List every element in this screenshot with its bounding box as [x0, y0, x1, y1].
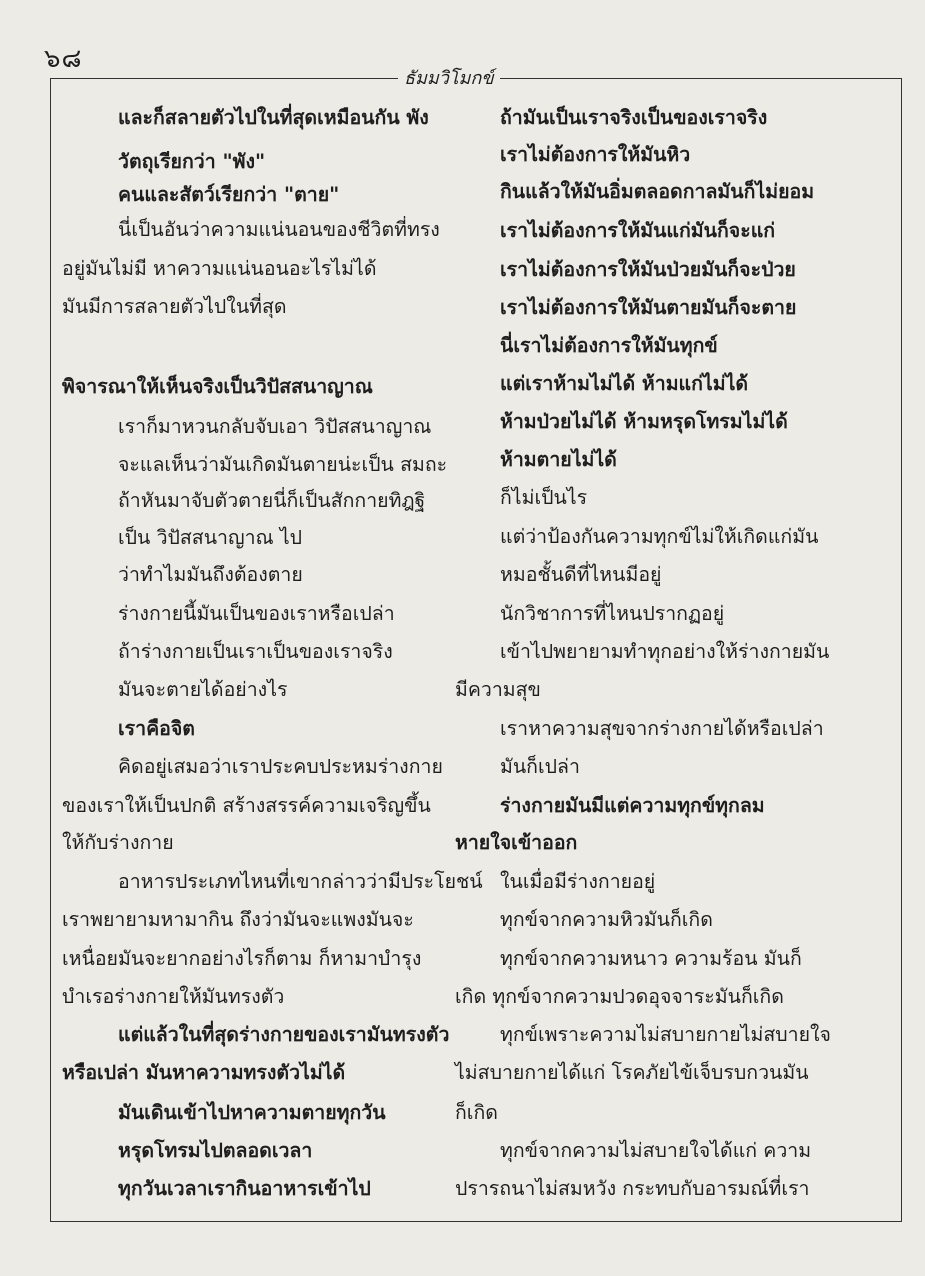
text-line: เราก็มาหวนกลับจับเอา วิปัสสนาญาณ — [118, 415, 432, 438]
text-line: ถ้ามันเป็นเราจริงเป็นของเราจริง — [500, 106, 768, 129]
section-heading: เราคือจิต — [118, 717, 195, 740]
text-line: เราหาความสุขจากร่างกายได้หรือเปล่า — [500, 717, 824, 740]
page-number: ๖๘ — [44, 44, 83, 74]
text-line: ห้ามตายไม่ได้ — [500, 448, 617, 471]
text-line: ร่างกายมันมีแต่ความทุกข์ทุกลม — [500, 794, 765, 817]
text-line: ว่าทำไมมันถึงต้องตาย — [118, 563, 303, 586]
text-line: และก็สลายตัวไปในที่สุดเหมือนกัน พัง — [118, 106, 429, 129]
text-line: แต่แล้วในที่สุดร่างกายของเรามันทรงตัว — [118, 1023, 450, 1046]
text-line: อาหารประเภทไหนที่เขากล่าวว่ามีประโยชน์ — [118, 870, 483, 893]
text-line: บำเรอร่างกายให้มันทรงตัว — [62, 985, 285, 1008]
text-line: ถ้าร่างกายเป็นเราเป็นของเราจริง — [118, 640, 393, 663]
text-line: ทุกข์จากความหนาว ความร้อน มันก็ — [500, 947, 802, 970]
text-line: วัตถุเรียกว่า "พัง" — [118, 150, 266, 173]
text-line: เราไม่ต้องการให้มันหิว — [500, 143, 691, 166]
text-line: ปรารถนาไม่สมหวัง กระทบกับอารมณ์ที่เรา — [455, 1177, 810, 1200]
text-line: แต่ว่าป้องกันความทุกข์ไม่ให้เกิดแก่มัน — [500, 525, 819, 548]
text-line: มันก็เปล่า — [500, 755, 580, 778]
text-line: ในเมื่อมีร่างกายอยู่ — [500, 870, 656, 893]
text-line: เป็น วิปัสสนาญาณ ไป — [118, 526, 303, 549]
text-line: เราไม่ต้องการให้มันแก่มันก็จะแก่ — [500, 219, 776, 242]
text-line: เราพยายามหามากิน ถึงว่ามันจะแพงมันจะ — [62, 908, 414, 931]
text-line: มันจะตายได้อย่างไร — [118, 678, 288, 701]
text-line: นี่เราไม่ต้องการให้มันทุกข์ — [500, 334, 718, 357]
text-line: ห้ามป่วยไม่ได้ ห้ามหรุดโทรมไม่ได้ — [500, 410, 788, 433]
text-line: อยู่มันไม่มี หาความแน่นอนอะไรไม่ได้ — [62, 257, 377, 280]
text-line: เหนื่อยมันจะยากอย่างไรก็ตาม ก็หามาบำรุง — [62, 947, 422, 970]
text-line: ไม่สบายกายได้แก่ โรคภัยไข้เจ็บรบกวนมัน — [455, 1061, 809, 1084]
text-line: มีความสุข — [455, 678, 541, 701]
text-line: ทุกวันเวลาเรากินอาหารเข้าไป — [118, 1177, 371, 1200]
text-line: ทุกข์จากความหิวมันก็เกิด — [500, 908, 713, 931]
text-line: ทุกข์จากความไม่สบายใจได้แก่ ความ — [500, 1139, 812, 1162]
text-line: ถ้าหันมาจับตัวตายนี่ก็เป็นสักกายทิฎฐิ — [118, 489, 426, 512]
text-line: เราไม่ต้องการให้มันตายมันก็จะตาย — [500, 296, 797, 319]
text-line: เข้าไปพยายามทำทุกอย่างให้ร่างกายมัน — [500, 640, 830, 663]
text-line: นักวิชาการที่ไหนปรากฏอยู่ — [500, 602, 725, 625]
text-line: กินแล้วให้มันอิ่มตลอดกาลมันก็ไม่ยอม — [500, 180, 815, 203]
text-line: ให้กับร่างกาย — [62, 831, 174, 854]
text-line: แต่เราห้ามไม่ได้ ห้ามแก่ไม่ได้ — [500, 372, 749, 395]
text-line: หมอชั้นดีที่ไหนมีอยู่ — [500, 563, 662, 586]
text-line: มันมีการสลายตัวไปในที่สุด — [62, 295, 287, 318]
text-line: เกิด ทุกข์จากความปวดอุจจาระมันก็เกิด — [455, 985, 784, 1008]
text-line: หรุดโทรมไปตลอดเวลา — [118, 1139, 313, 1162]
text-line: หายใจเข้าออก — [455, 831, 578, 854]
text-line: หรือเปล่า มันหาความทรงตัวไม่ได้ — [62, 1061, 346, 1084]
text-line: มันเดินเข้าไปหาความตายทุกวัน — [118, 1101, 386, 1124]
text-line: จะแลเห็นว่ามันเกิดมันตายน่ะเป็น สมถะ — [118, 453, 448, 476]
text-line: คนและสัตว์เรียกว่า "ตาย" — [118, 183, 340, 206]
text-line: คิดอยู่เสมอว่าเราประคบประหมร่างกาย — [118, 755, 443, 778]
text-line: ทุกข์เพราะความไม่สบายกายไม่สบายใจ — [500, 1023, 831, 1046]
text-line: ของเราให้เป็นปกติ สร้างสรรค์ความเจริญขึ้น — [62, 794, 431, 817]
text-line: เราไม่ต้องการให้มันป่วยมันก็จะป่วย — [500, 258, 796, 281]
header-title: ธัมมวิโมกข์ — [398, 63, 500, 92]
text-line: นี่เป็นอันว่าความแน่นอนของชีวิตที่ทรง — [118, 218, 440, 241]
section-heading: พิจารณาให้เห็นจริงเป็นวิปัสสนาญาณ — [62, 375, 373, 398]
text-line: ก็เกิด — [455, 1101, 498, 1124]
text-line: ก็ไม่เป็นไร — [500, 486, 588, 509]
text-line: ร่างกายนี้มันเป็นของเราหรือเปล่า — [118, 602, 395, 625]
